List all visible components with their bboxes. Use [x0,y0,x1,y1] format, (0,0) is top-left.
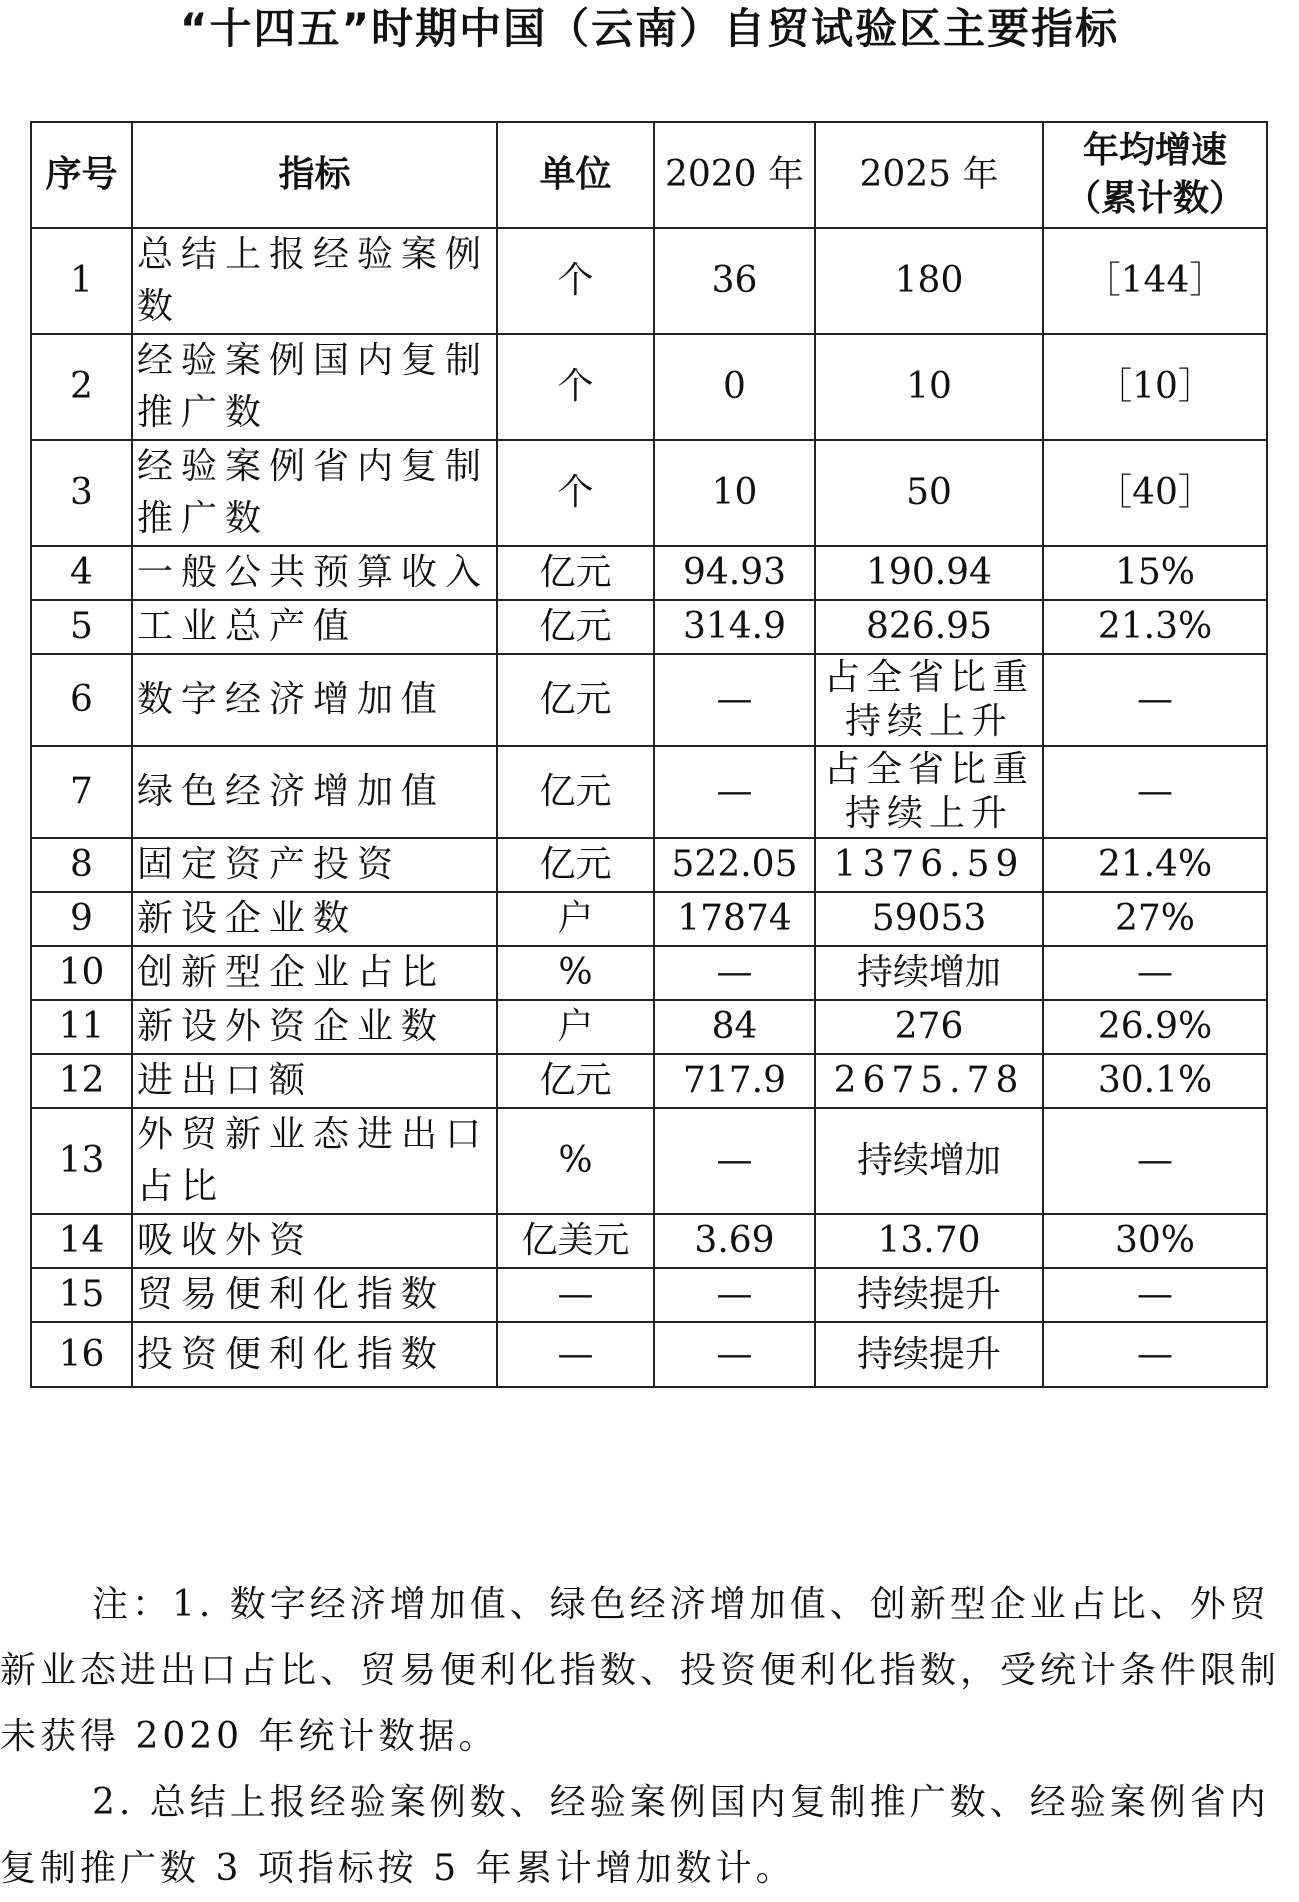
cell-seq: 11 [31,1000,132,1054]
table-row [31,1268,1267,1322]
table-row [31,654,1267,746]
cell-unit: 个 [497,440,654,546]
cell-growth: — [1043,746,1267,838]
cell-unit: % [497,1108,654,1214]
cell-seq: 16 [31,1322,132,1387]
cell-name: 投资便利化指数 [132,1322,497,1387]
cell-unit: 亿元 [497,746,654,838]
cell-seq: 5 [31,600,132,654]
cell-seq: 4 [31,546,132,600]
cell-unit: — [497,1268,654,1322]
header-unit: 单位 [497,122,654,228]
cell-unit: — [497,1322,654,1387]
cell-y2020: 17874 [654,892,815,946]
table-row [31,946,1267,1000]
table-row [31,1214,1267,1268]
cell-y2020: 3.69 [654,1214,815,1268]
table-row [31,838,1267,892]
cell-name: 工业总产值 [132,600,497,654]
table-row [31,546,1267,600]
cell-seq: 14 [31,1214,132,1268]
cell-y2020: — [654,1268,815,1322]
cell-seq: 3 [31,440,132,546]
cell-unit: 户 [497,1000,654,1054]
cell-growth: ［10］ [1043,334,1267,440]
cell-name: 经验案例省内复制推广数 [132,440,497,546]
table-body [31,228,1267,1387]
table-row [31,746,1267,838]
cell-unit: 亿元 [497,838,654,892]
cell-seq: 2 [31,334,132,440]
cell-y2025: 59053 [815,892,1043,946]
cell-growth: 21.4% [1043,838,1267,892]
cell-y2025: 50 [815,440,1043,546]
cell-seq: 1 [31,228,132,334]
cell-growth: 15% [1043,546,1267,600]
cell-seq: 13 [31,1108,132,1214]
cell-unit: % [497,946,654,1000]
cell-growth: — [1043,654,1267,746]
cell-unit: 亿元 [497,546,654,600]
cell-y2020: 36 [654,228,815,334]
cell-y2025: 190.94 [815,546,1043,600]
header-growth [1043,122,1267,228]
cell-seq: 9 [31,892,132,946]
cell-name: 新设外资企业数 [132,1000,497,1054]
table-row [31,440,1267,546]
notes [0,1572,1299,1902]
cell-unit: 个 [497,228,654,334]
cell-y2025: 826.95 [815,600,1043,654]
cell-y2020: — [654,1322,815,1387]
note-1: 注：1. 数字经济增加值、绿色经济增加值、创新型企业占比、外贸新业态进出口占比、贸易便利化指数、投资便利化指数，受统计条件限制未获得 2020 年统计数据。 [0,1584,1281,1757]
cell-y2020: 522.05 [654,838,815,892]
table-row [31,892,1267,946]
cell-unit: 亿元 [497,654,654,746]
table-row [31,1108,1267,1214]
cell-unit: 亿元 [497,1054,654,1108]
cell-seq: 8 [31,838,132,892]
page-title: “十四五”时期中国（云南）自贸试验区主要指标 [179,4,1120,53]
cell-name: 数字经济增加值 [132,654,497,746]
cell-y2020: 314.9 [654,600,815,654]
cell-y2025: 10 [815,334,1043,440]
cell-growth: ［40］ [1043,440,1267,546]
cell-seq: 10 [31,946,132,1000]
header-indicator: 指标 [132,122,497,228]
cell-y2020: 84 [654,1000,815,1054]
header-2025: 2025 年 [815,122,1043,228]
cell-y2025: 13.70 [815,1214,1043,1268]
note-2: 2. 总结上报经验案例数、经验案例国内复制推广数、经验案例省内复制推广数 3 项指标按 5 年累计增加数计。 [0,1782,1270,1889]
header-growth-line2: （累计数） [1064,178,1245,219]
cell-name: 进出口额 [132,1054,497,1108]
cell-name: 经验案例国内复制推广数 [132,334,497,440]
cell-growth: 27% [1043,892,1267,946]
cell-y2020: — [654,654,815,746]
cell-growth: 21.3% [1043,600,1267,654]
cell-name: 一般公共预算收入 [132,546,497,600]
cell-y2025: 持续提升 [815,1268,1043,1322]
table-row [31,334,1267,440]
cell-y2025: 1376.59 [815,838,1043,892]
cell-y2020: 0 [654,334,815,440]
table-row [31,1322,1267,1387]
cell-y2025: 持续增加 [815,1108,1043,1214]
cell-y2025: 占全省比重持续上升 [815,654,1043,746]
cell-unit: 亿美元 [497,1214,654,1268]
cell-unit: 个 [497,334,654,440]
cell-seq: 15 [31,1268,132,1322]
cell-name: 新设企业数 [132,892,497,946]
cell-growth: 30% [1043,1214,1267,1268]
cell-y2020: 717.9 [654,1054,815,1108]
cell-name: 绿色经济增加值 [132,746,497,838]
table-row [31,228,1267,334]
cell-unit: 亿元 [497,600,654,654]
cell-name: 外贸新业态进出口占比 [132,1108,497,1214]
cell-y2020: — [654,946,815,1000]
cell-growth: ［144］ [1043,228,1267,334]
cell-seq: 12 [31,1054,132,1108]
header-growth-line1: 年均增速 [1082,130,1227,171]
table-row [31,600,1267,654]
cell-seq: 7 [31,746,132,838]
cell-growth: 26.9% [1043,1000,1267,1054]
cell-y2025: 占全省比重持续上升 [815,746,1043,838]
cell-growth: — [1043,1268,1267,1322]
cell-name: 创新型企业占比 [132,946,497,1000]
cell-name: 吸收外资 [132,1214,497,1268]
cell-name: 总结上报经验案例数 [132,228,497,334]
cell-y2025: 276 [815,1000,1043,1054]
cell-y2025: 持续增加 [815,946,1043,1000]
cell-y2020: — [654,1108,815,1214]
cell-y2025: 持续提升 [815,1322,1043,1387]
table-row [31,1000,1267,1054]
header-seq: 序号 [31,122,132,228]
cell-name: 贸易便利化指数 [132,1268,497,1322]
cell-y2025: 180 [815,228,1043,334]
cell-unit: 户 [497,892,654,946]
cell-name: 固定资产投资 [132,838,497,892]
indicators-table [30,121,1268,1388]
cell-growth: — [1043,946,1267,1000]
cell-y2025: 2675.78 [815,1054,1043,1108]
table-header-row [31,122,1267,228]
cell-y2020: 94.93 [654,546,815,600]
cell-y2020: — [654,746,815,838]
cell-growth: — [1043,1322,1267,1387]
header-2020: 2020 年 [654,122,815,228]
cell-seq: 6 [31,654,132,746]
cell-y2020: 10 [654,440,815,546]
table-row [31,1054,1267,1108]
cell-growth: 30.1% [1043,1054,1267,1108]
cell-growth: — [1043,1108,1267,1214]
